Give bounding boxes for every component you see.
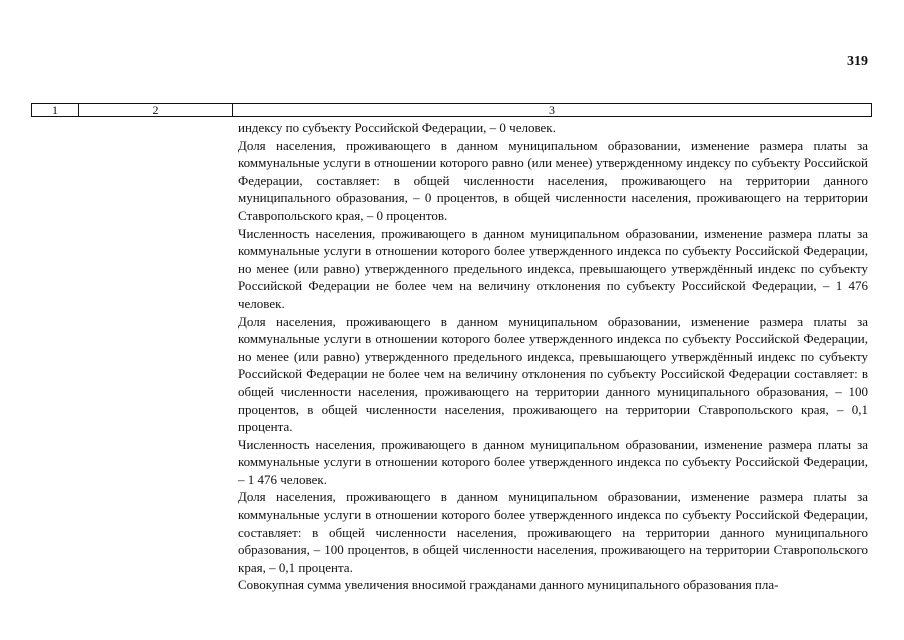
page-number: 319	[847, 54, 868, 69]
paragraph-5: Численность населения, проживающего в данном муниципальном образовании, изменение размера платы за коммунальные услуги в отношении которого более утвержденного индекса по субъекту Российской Федерации, – 1 476 человек.	[238, 436, 868, 487]
paragraph-7: Совокупная сумма увеличения вносимой гражданами данного муниципального образования пла-	[238, 577, 779, 593]
document-body	[238, 119, 868, 594]
column-header-1: 1	[32, 104, 79, 116]
paragraph-1: индексу по субъекту Российской Федерации, – 0 человек.	[238, 120, 556, 135]
table-header-row	[31, 103, 872, 117]
paragraph-2: Доля населения, проживающего в данном муниципальном образовании, изменение размера платы за коммунальные услуги в отношении которого равно (или менее) утвержденному индексу по субъекту Российской Федерации, составляет: в общей численности населения, проживающего на территории данного муниципального образования, – 0 процентов, в общей численности населения, проживающего на территории Ставропольского края, – 0 процентов.	[238, 137, 868, 223]
column-header-3: 3	[549, 103, 555, 117]
paragraph-3: Численность населения, проживающего в данном муниципальном образовании, изменение размера платы за коммунальные услуги в отношении которого более утвержденного индекса по субъекту Российской Федерации, но менее (или равно) утвержденного предельного индекса, превышающего утверждённый индекс по субъекту Российской Федерации не более чем на величину отклонения по субъекту Российской Федерации, – 1 476 человек.	[238, 225, 868, 311]
paragraph-4: Доля населения, проживающего в данном муниципальном образовании, изменение размера платы за коммунальные услуги в отношении которого более утвержденного индекса по субъекту Российской Федерации, но менее (или равно) утвержденного предельного индекса, превышающего утверждённый индекс по субъекту Российской Федерации не более чем на величину отклонения по субъекту Российской Федерации составляет: в общей численности населения, проживающего на территории данного муниципального образования, – 100 процентов, в общей численности населения, проживающего на территории Ставропольского края, – 0,1 процента.	[238, 313, 868, 435]
paragraph-6: Доля населения, проживающего в данном муниципальном образовании, изменение размера платы за коммунальные услуги в отношении которого более утвержденного индекса по субъекту Российской Федерации, составляет: в общей численности населения, проживающего на территории данного муниципального образования, – 100 процентов, в общей численности населения, проживающего на территории Ставропольского края, – 0,1 процента.	[238, 489, 868, 575]
column-header-2: 2	[79, 104, 233, 116]
